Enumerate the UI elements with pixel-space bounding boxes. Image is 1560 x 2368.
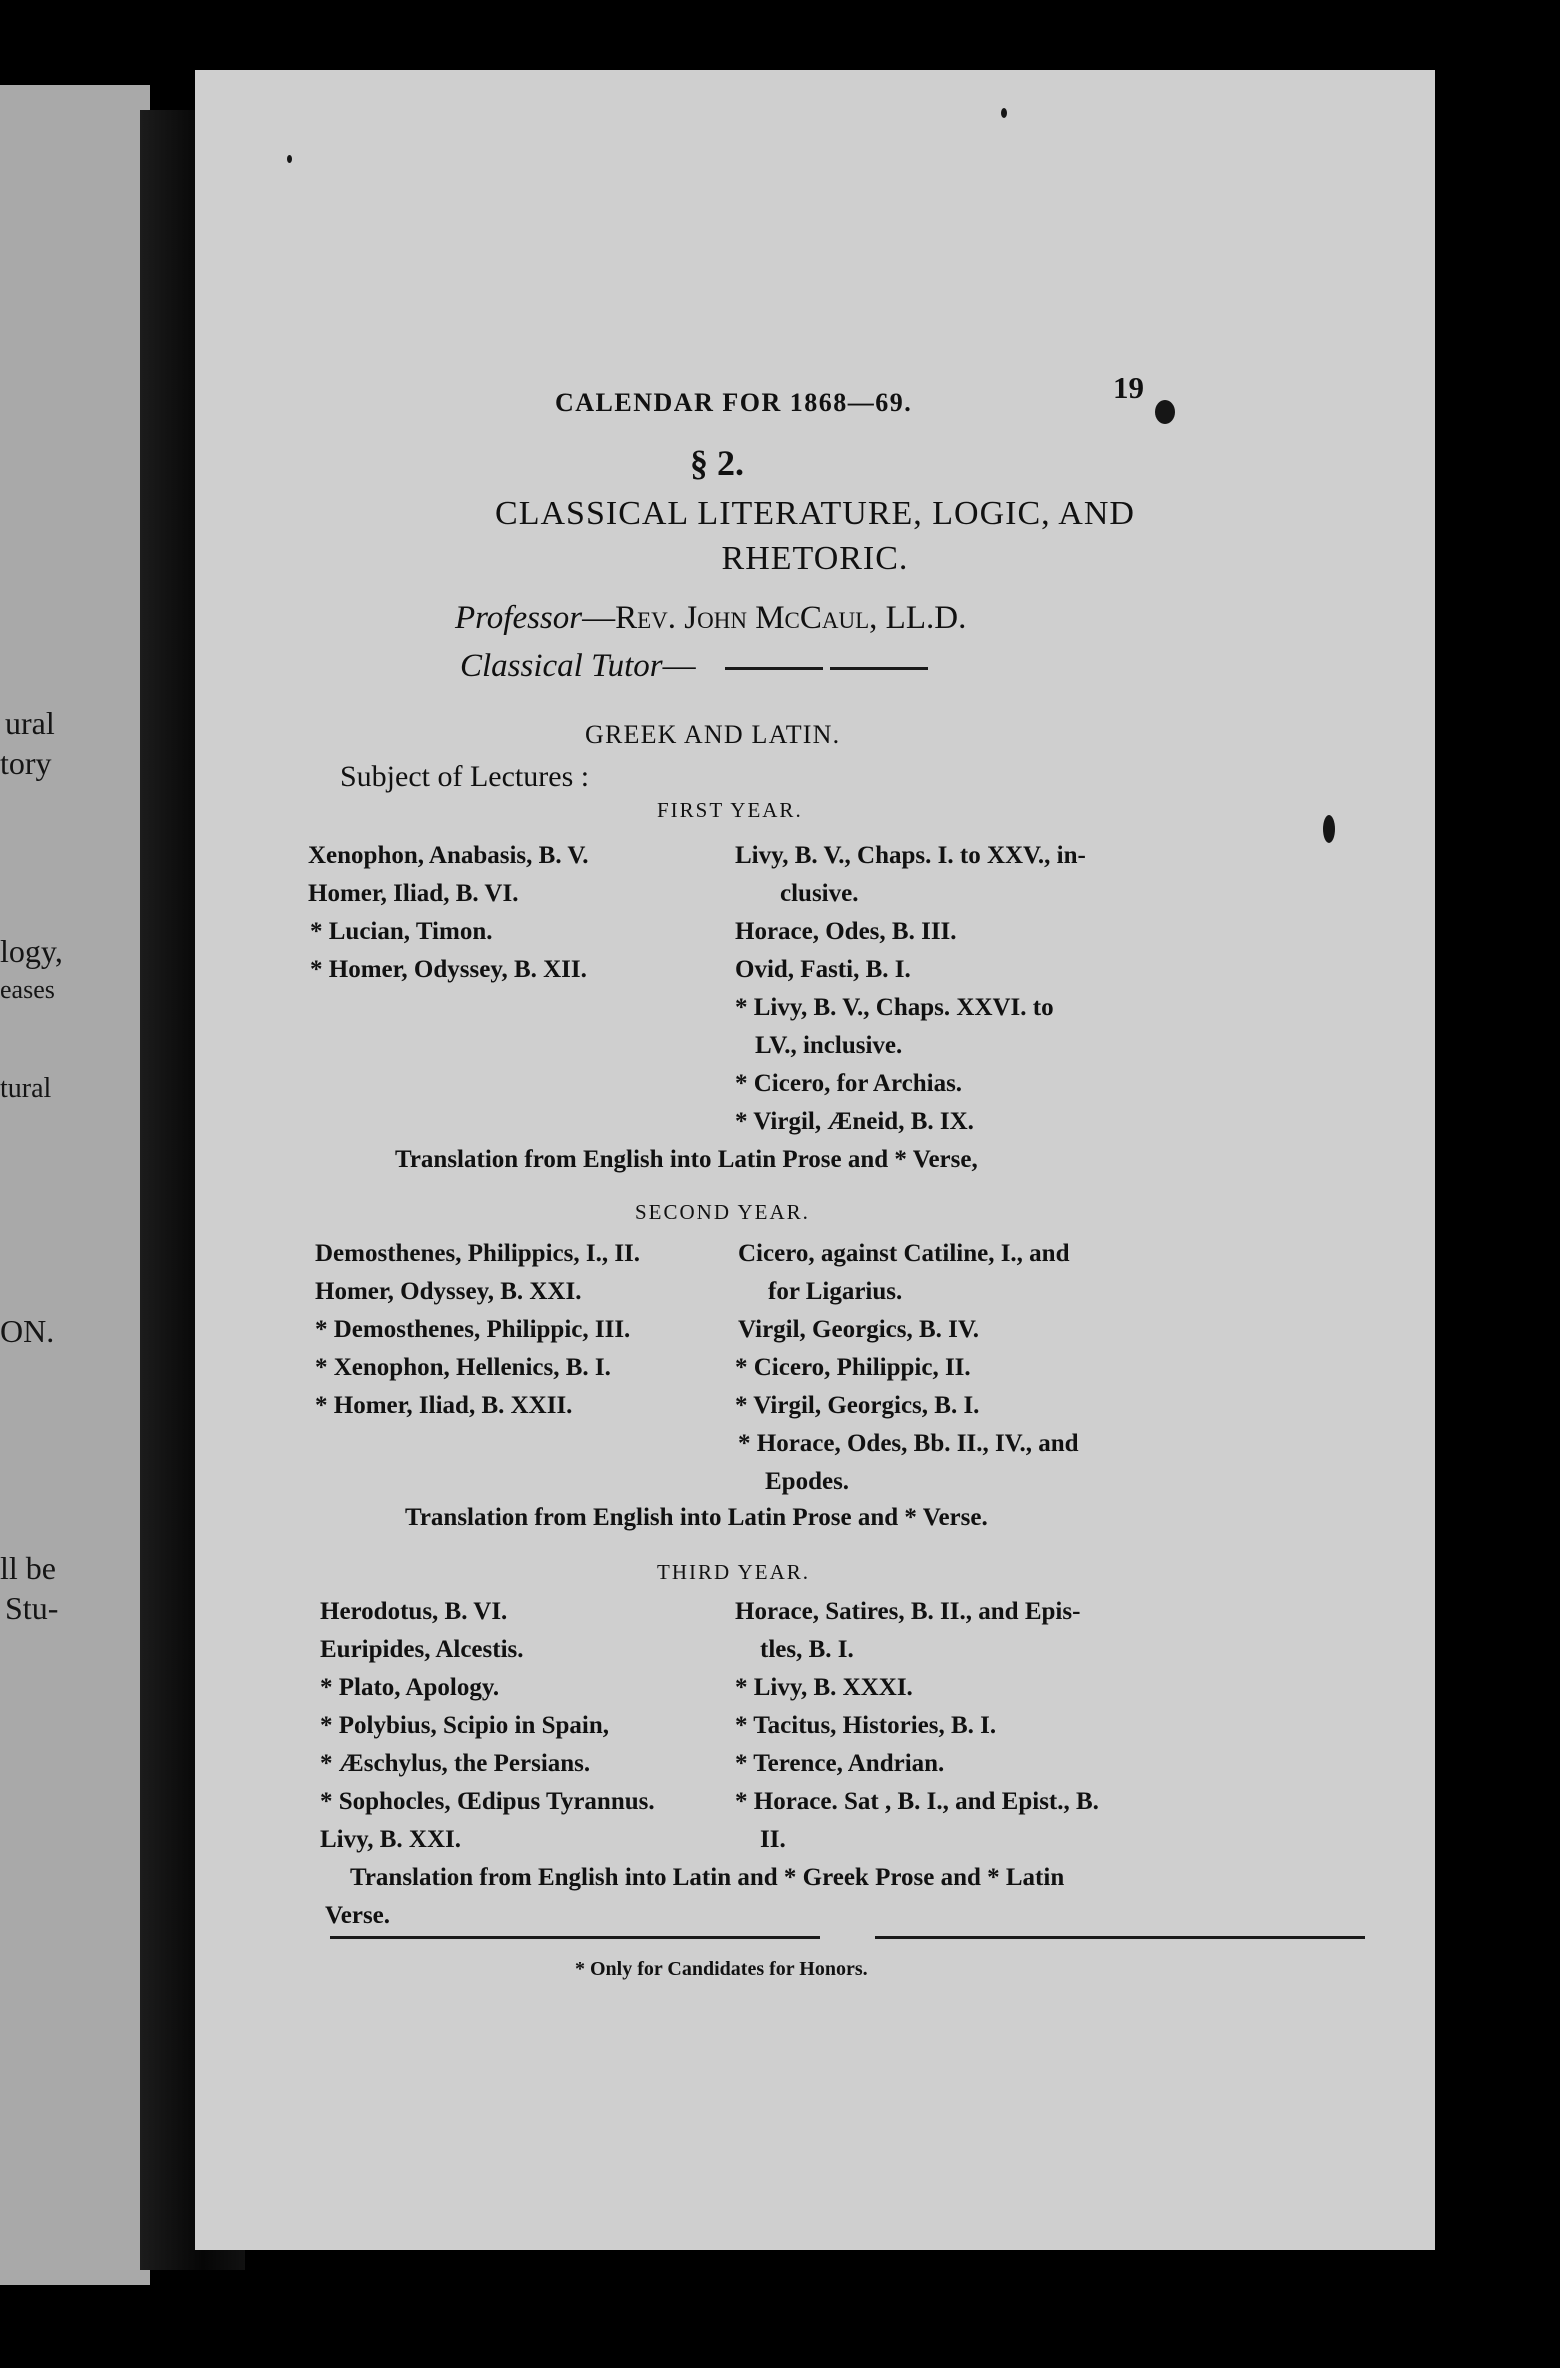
footnote-rule-right	[875, 1936, 1365, 1939]
third-year-latin-item: * Terence, Andrian.	[735, 1750, 945, 1777]
second-year-greek-item: * Xenophon, Hellenics, B. I.	[315, 1354, 611, 1381]
second-year-latin-item: * Cicero, Philippic, II.	[735, 1354, 971, 1381]
facing-page	[0, 85, 150, 2285]
first-year-heading: FIRST YEAR.	[657, 798, 803, 822]
facing-page-fragment: ural	[5, 705, 55, 741]
facing-page-fragment: Stu-	[5, 1590, 59, 1626]
facing-page-fragment: tory	[0, 745, 52, 781]
first-year-latin-item: Ovid, Fasti, B. I.	[735, 956, 911, 983]
subsection-title: GREEK AND LATIN.	[585, 720, 841, 749]
third-year-greek-item: Livy, B. XXI.	[320, 1826, 462, 1853]
second-year-greek-item: Demosthenes, Philippics, I., II.	[315, 1240, 641, 1267]
ink-blot	[1323, 815, 1335, 843]
first-year-greek-item: Xenophon, Anabasis, B. V.	[308, 842, 589, 869]
tutor-dash: —	[662, 648, 696, 684]
third-year-greek-item: * Sophocles, Œdipus Tyrannus.	[320, 1788, 655, 1815]
footnote: * Only for Candidates for Honors.	[575, 1958, 868, 1980]
first-year-latin-item: clusive.	[780, 880, 859, 907]
third-year-latin-item: * Horace. Sat , B. I., and Epist., B.	[735, 1788, 1099, 1815]
third-year-heading: THIRD YEAR.	[657, 1560, 811, 1584]
professor-label: Professor	[455, 600, 583, 636]
tutor-blank-rule	[830, 667, 928, 670]
tutor-line	[460, 648, 696, 685]
facing-page-fragment: eases	[0, 975, 55, 1004]
first-year-greek-item: Homer, Iliad, B. VI.	[308, 880, 519, 907]
section-mark: § 2.	[690, 443, 744, 483]
first-year-greek-item: * Lucian, Timon.	[310, 918, 493, 945]
facing-page-fragment: ll be	[0, 1550, 56, 1586]
second-year-latin-item: Cicero, against Catiline, I., and	[738, 1240, 1070, 1267]
tutor-label: Classical Tutor	[460, 648, 663, 684]
first-year-greek-item: * Homer, Odyssey, B. XII.	[310, 956, 587, 983]
third-year-latin-item: tles, B. I.	[760, 1636, 854, 1663]
calendar-page	[195, 70, 1435, 2250]
second-year-latin-item: * Horace, Odes, Bb. II., IV., and	[738, 1430, 1079, 1457]
first-year-latin-item: Livy, B. V., Chaps. I. to XXV., in-	[735, 842, 1086, 869]
third-year-greek-item: * Plato, Apology.	[320, 1674, 500, 1701]
third-year-greek-item: Herodotus, B. VI.	[320, 1598, 508, 1625]
first-year-latin-item: * Cicero, for Archias.	[735, 1070, 963, 1097]
facing-page-fragment: ON.	[0, 1313, 55, 1349]
second-year-greek-item: * Demosthenes, Philippic, III.	[315, 1316, 631, 1343]
third-year-latin-item: II.	[760, 1826, 786, 1853]
tutor-blank-rule	[725, 667, 823, 670]
first-year-latin-item: * Virgil, Æneid, B. IX.	[735, 1108, 974, 1135]
facing-page-fragment: tural	[0, 1073, 52, 1104]
first-year-latin-item: * Livy, B. V., Chaps. XXVI. to	[735, 994, 1054, 1021]
third-year-translation-line-2: Verse.	[325, 1902, 391, 1929]
ink-speck	[1001, 108, 1007, 118]
ink-blot	[1155, 400, 1175, 424]
professor-line	[455, 600, 966, 637]
first-year-translation: Translation from English into Latin Prose and * Verse,	[395, 1146, 978, 1173]
running-title: CALENDAR FOR 1868—69.	[555, 388, 913, 417]
second-year-latin-item: Epodes.	[765, 1468, 850, 1495]
third-year-latin-item: * Tacitus, Histories, B. I.	[735, 1712, 997, 1739]
footnote-rule-left	[330, 1936, 820, 1939]
second-year-heading: SECOND YEAR.	[635, 1200, 810, 1224]
second-year-latin-item: * Virgil, Georgics, B. I.	[735, 1392, 980, 1419]
second-year-greek-item: * Homer, Iliad, B. XXII.	[315, 1392, 573, 1419]
second-year-latin-item: for Ligarius.	[768, 1278, 903, 1305]
professor-name: —Rev. John McCaul, LL.D.	[582, 600, 967, 636]
page-number: 19	[1113, 370, 1144, 405]
section-title-line-1: CLASSICAL LITERATURE, LOGIC, AND	[495, 495, 1135, 532]
third-year-latin-item: Horace, Satires, B. II., and Epis-	[735, 1598, 1081, 1625]
first-year-latin-item: Horace, Odes, B. III.	[735, 918, 957, 945]
third-year-translation-line-1: Translation from English into Latin and * Greek Prose and * Latin	[350, 1864, 1065, 1891]
third-year-greek-item: Euripides, Alcestis.	[320, 1636, 524, 1663]
second-year-translation: Translation from English into Latin Prose and * Verse.	[405, 1504, 988, 1531]
lectures-label: Subject of Lectures :	[340, 760, 590, 793]
third-year-greek-item: * Æschylus, the Persians.	[320, 1750, 591, 1777]
third-year-greek-item: * Polybius, Scipio in Spain,	[320, 1712, 610, 1739]
third-year-latin-item: * Livy, B. XXXI.	[735, 1674, 913, 1701]
second-year-latin-item: Virgil, Georgics, B. IV.	[738, 1316, 979, 1343]
facing-page-fragment: logy,	[0, 933, 63, 969]
second-year-greek-item: Homer, Odyssey, B. XXI.	[315, 1278, 582, 1305]
ink-speck	[287, 155, 292, 163]
section-title-line-2: RHETORIC.	[721, 540, 909, 577]
first-year-latin-item: LV., inclusive.	[755, 1032, 903, 1059]
